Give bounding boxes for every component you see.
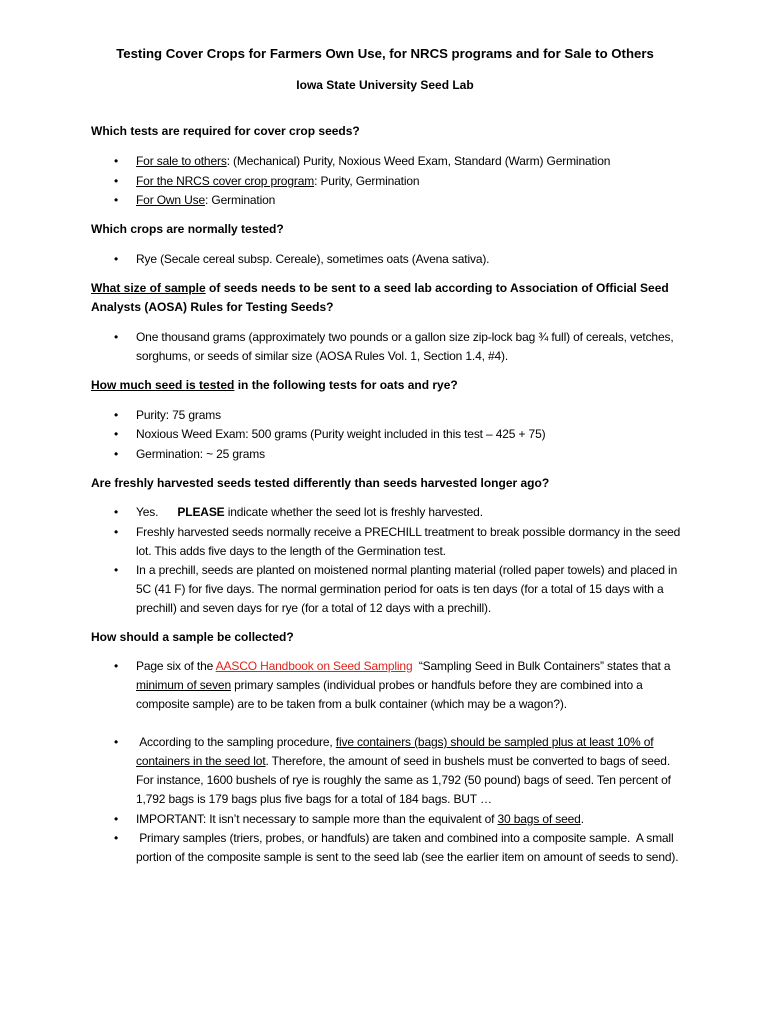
bullet-marker: •: [114, 447, 119, 461]
bullet-marker: •: [114, 174, 119, 188]
bullet-marker: •: [114, 252, 119, 266]
list-item-lead: For Own Use: [136, 193, 206, 207]
question-text: of seeds needs to be sent to a seed lab according to Association of Official Seed Analysts (AOSA) Rules for Testing Seeds?: [91, 281, 669, 314]
list-item-noxious-weed: Noxious Weed Exam: 500 grams (Purity weight included in this test – 425 + 75): [136, 427, 546, 441]
list-item-prechill-process: In a prechill, seeds are planted on moistened normal planting material (rolled paper towels) and placed in 5C (41 F) for five days. The normal germination period for oats is ten days (for a total of 15 days with a prechill) and seven days for rye (for a total of 12 days with a prechill).: [136, 563, 678, 615]
list-item-nrcs-program: [136, 172, 684, 191]
list-item-rye-oats: Rye (Secale cereal subsp. Cereale), sometimes oats (Avena sativa).: [136, 252, 490, 266]
bullet-marker: •: [114, 330, 119, 344]
list-item-thousand-grams: One thousand grams (approximately two pounds or a gallon size zip-lock bag ¾ full) of cereals, vetches, sorghums, or seeds of similar size (AOSA Rules Vol. 1, Section 1.4, #4).: [136, 330, 674, 363]
list-item-yes-please: [136, 503, 684, 522]
bullet-marker: •: [114, 659, 119, 673]
list-item-sampling-procedure: [136, 733, 684, 809]
list-item-primary-samples: Primary samples (triers, probes, or handfuls) are taken and combined into a composite sample. A small portion of the composite sample is sent to the seed lab (see the earlier item on amount of seeds to send).: [136, 831, 679, 864]
list-item-text: . Therefore, the amount of seed in bushels must be converted to bags of seed. For instance, 1600 bushels of rye is roughly the same as 1,792 (50 pound) bags of seed. Ten percent of 1,792 bags is 179 bags plus five bags for a total of 184 bags. BUT …: [136, 754, 671, 806]
bullet-marker: •: [114, 735, 119, 749]
question-seed-tested: [91, 376, 691, 395]
document-title: Testing Cover Crops for Farmers Own Use, for NRCS programs and for Sale to Others: [116, 46, 654, 61]
list-item-text: .: [580, 812, 584, 826]
question-required-tests: Which tests are required for cover crop seeds?: [91, 124, 360, 138]
list-item-text: : (Mechanical) Purity, Noxious Weed Exam, Standard (Warm) Germination: [226, 154, 611, 168]
list-item-text: : Purity, Germination: [314, 174, 420, 188]
question-freshly-harvested: Are freshly harvested seeds tested differently than seeds harvested longer ago?: [91, 476, 550, 490]
list-item-sale-to-others: [136, 152, 684, 171]
bullet-marker: •: [114, 525, 119, 539]
bullet-marker: •: [114, 408, 119, 422]
list-item-text: Page six of the: [136, 659, 216, 673]
question-crops-tested: Which crops are normally tested?: [91, 222, 284, 236]
list-item-lead: For sale to others: [136, 154, 227, 168]
list-item-text: IMPORTANT: It isn’t necessary to sample more than the equivalent of: [136, 812, 498, 826]
emphasis-thirty-bags: 30 bags of seed: [497, 812, 581, 826]
bullet-marker: •: [114, 505, 119, 519]
list-item-important: [136, 810, 684, 829]
document-subtitle: Iowa State University Seed Lab: [296, 78, 474, 92]
list-item-text: According to the sampling procedure,: [136, 735, 336, 749]
list-item-text: : Germination: [205, 193, 276, 207]
bullet-marker: •: [114, 427, 119, 441]
list-item-germination: Germination: ~ 25 grams: [136, 447, 265, 461]
list-item-text: “Sampling Seed in Bulk Containers” states that a: [412, 659, 674, 673]
aasco-handbook-link[interactable]: AASCO Handbook on Seed Sampling: [215, 659, 413, 673]
question-lead: What size of sample: [91, 281, 206, 295]
bullet-marker: •: [114, 193, 119, 207]
list-item-handbook: [136, 657, 684, 714]
list-item-own-use: [136, 191, 684, 210]
list-item-text: indicate whether the seed lot is freshly harvested.: [224, 505, 483, 519]
bullet-marker: •: [114, 812, 119, 826]
bullet-marker: •: [114, 154, 119, 168]
question-lead: How much seed is tested: [91, 378, 235, 392]
emphasis-minimum-seven: minimum of seven: [136, 678, 231, 692]
question-sample-collection: How should a sample be collected?: [91, 630, 294, 644]
question-sample-size: [91, 279, 691, 317]
list-item-text: Yes.: [136, 505, 178, 519]
list-item-prechill: Freshly harvested seeds normally receive a PRECHILL treatment to break possible dormancy in the seed lot. This adds five days to the length of the Germination test.: [136, 525, 681, 558]
question-text: in the following tests for oats and rye?: [234, 378, 458, 392]
list-item-purity: Purity: 75 grams: [136, 408, 221, 422]
bullet-marker: •: [114, 563, 119, 577]
emphasis-five-containers: five containers (bags) should be sampled plus at least 10% of containers in the seed lot: [136, 735, 654, 768]
list-item-lead: For the NRCS cover crop program: [136, 174, 315, 188]
emphasis-please: PLEASE: [177, 505, 225, 519]
bullet-marker: •: [114, 831, 119, 845]
list-item-text: primary samples (individual probes or handfuls before they are combined into a composite sample) are to be taken from a bulk container (which may be a wagon?).: [136, 678, 643, 711]
